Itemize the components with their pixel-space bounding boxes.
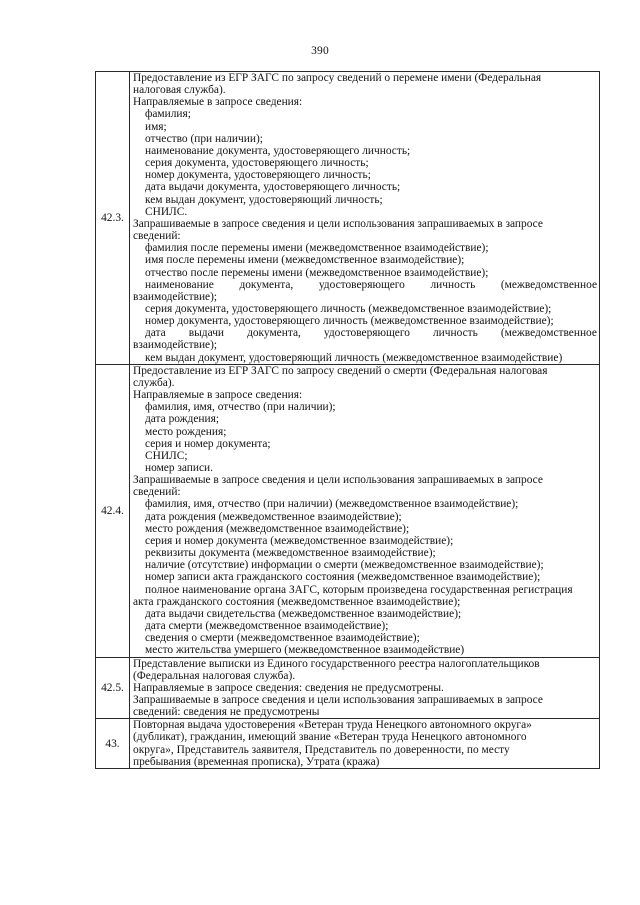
list-item: наименование документа, удостоверяющего личность; [145, 144, 411, 157]
row-content [130, 657, 600, 719]
service-title-line: Предоставление из ЕГР ЗАГС по запросу сведений о перемене имени (Федеральная [133, 72, 542, 84]
word: выдачи [188, 327, 225, 340]
requested-heading-line: Запрашиваемые в запросе сведения и цели использования запрашиваемых в запросе [133, 474, 543, 487]
list-item: фамилия, имя, отчество (при наличии); [145, 401, 336, 414]
word: личность [430, 278, 476, 291]
list-item: СНИЛС. [145, 205, 188, 218]
text-line: округа», Представитель заявителя, Представитель по доверенности, по месту [133, 743, 510, 756]
list-item: место рождения; [145, 425, 227, 438]
list-item: место жительства умершего (межведомственное взаимодействие) [145, 644, 465, 657]
word: документа, [247, 327, 301, 340]
list-item: наличие (отсутствие) информации о смерти (межведомственное взаимодействие); [145, 559, 544, 572]
wrapped-line: взаимодействие); [133, 290, 218, 303]
requested-heading-line: Запрашиваемые в запросе сведения и цели использования запрашиваемых в запросе [133, 217, 543, 230]
row-content [130, 364, 600, 657]
list-item: номер записи. [145, 462, 213, 474]
services-table [95, 71, 600, 769]
text-line: (Федеральная налоговая служба). [133, 669, 296, 682]
table-row [96, 364, 600, 657]
list-item: кем выдан документ, удостоверяющий личность; [145, 193, 383, 206]
service-title-line: Предоставление из ЕГР ЗАГС по запросу сведений о смерти (Федеральная налоговая [133, 364, 548, 377]
word: дата [145, 327, 166, 340]
list-item: полное наименование органа ЗАГС, которым произведена государственная регистрация [145, 583, 573, 596]
list-item: отчество (при наличии); [145, 132, 263, 145]
word: документа, [239, 278, 294, 291]
list-item: место рождения (межведомственное взаимодействие); [145, 522, 410, 535]
wrapped-line: акта гражданского состояния (межведомственное взаимодействие); [133, 595, 461, 608]
list-item: дата рождения (межведомственное взаимодействие); [145, 510, 402, 523]
list-item: имя после перемены имени (межведомственное взаимодействие); [145, 254, 465, 267]
list-item: отчество после перемены имени (межведомственное взаимодействие); [145, 266, 489, 279]
word: удостоверяющего [318, 278, 405, 291]
list-item: сведения о смерти (межведомственное взаимодействие); [145, 632, 420, 645]
table-row [96, 719, 600, 769]
requested-heading-line: сведений: [133, 230, 181, 243]
word: наименование [145, 278, 214, 291]
service-title-line: служба). [133, 376, 175, 389]
list-item: дата рождения; [145, 413, 219, 426]
justified-line [133, 279, 597, 291]
sent-heading: Направляемые в запросе сведения: [133, 389, 303, 402]
list-item: серия документа, удостоверяющего личность; [145, 157, 369, 170]
word: удостоверяющего [323, 327, 410, 340]
row-number: 42.4. [96, 364, 130, 657]
list-item: фамилия, имя, отчество (при наличии) (межведомственное взаимодействие); [145, 498, 519, 511]
wrapped-line: взаимодействие); [133, 339, 218, 352]
page-number: 390 [311, 45, 329, 57]
list-item: серия и номер документа (межведомственное взаимодействие); [145, 534, 454, 547]
list-item: фамилия после перемены имени (межведомственное взаимодействие); [145, 242, 489, 255]
requested-heading-line: сведений: [133, 486, 181, 499]
service-title-line: налоговая служба). [133, 84, 226, 97]
list-item: дата выдачи документа, удостоверяющего личность; [145, 181, 401, 194]
table-row [96, 657, 600, 719]
text-line: Запрашиваемые в запросе сведения и цели использования запрашиваемых в запросе [133, 693, 543, 706]
list-item: фамилия; [145, 108, 191, 121]
row-number: 43. [96, 719, 130, 769]
table-row [96, 72, 600, 365]
list-item: дата смерти (межведомственное взаимодействие); [145, 620, 389, 633]
list-item: реквизиты документа (межведомственное взаимодействие); [145, 547, 436, 560]
word: (межведомственное [500, 327, 597, 340]
list-item: дата выдачи свидетельства (межведомственное взаимодействие); [145, 607, 462, 620]
list-item: номер документа, удостоверяющего личность (межведомственное взаимодействие); [145, 315, 554, 328]
list-item: номер записи акта гражданского состояния (межведомственное взаимодействие); [145, 571, 541, 584]
text-line: Направляемые в запросе сведения: сведения не предусмотрены. [133, 681, 444, 694]
sent-heading: Направляемые в запросе сведения: [133, 96, 303, 109]
row-content [130, 72, 600, 365]
word: (межведомственное [500, 278, 597, 291]
list-item: кем выдан документ, удостоверяющий личность (межведомственное взаимодействие) [145, 351, 563, 364]
text-line: сведений: сведения не предусмотрены [133, 706, 320, 719]
row-number: 42.5. [96, 657, 130, 719]
list-item: серия и номер документа; [145, 437, 271, 450]
justified-line [133, 327, 597, 339]
text-line: (дубликат), гражданин, имеющий звание «Ветеран труда Ненецкого автономного [133, 731, 527, 744]
list-item: серия документа, удостоверяющего личность (межведомственное взаимодействие); [145, 302, 552, 315]
list-item: номер документа, удостоверяющего личность; [145, 169, 371, 182]
list-item: имя; [145, 120, 167, 133]
word: личность [432, 327, 478, 340]
text-line: Представление выписки из Единого государственного реестра налогоплательщиков [133, 657, 540, 670]
row-content [130, 719, 600, 769]
list-item: СНИЛС; [145, 449, 188, 462]
row-number: 42.3. [96, 72, 130, 365]
text-line: Повторная выдача удостоверения «Ветеран труда Ненецкого автономного округа» [133, 719, 532, 732]
text-line: пребывания (временная прописка), Утрата (кража) [133, 755, 380, 768]
